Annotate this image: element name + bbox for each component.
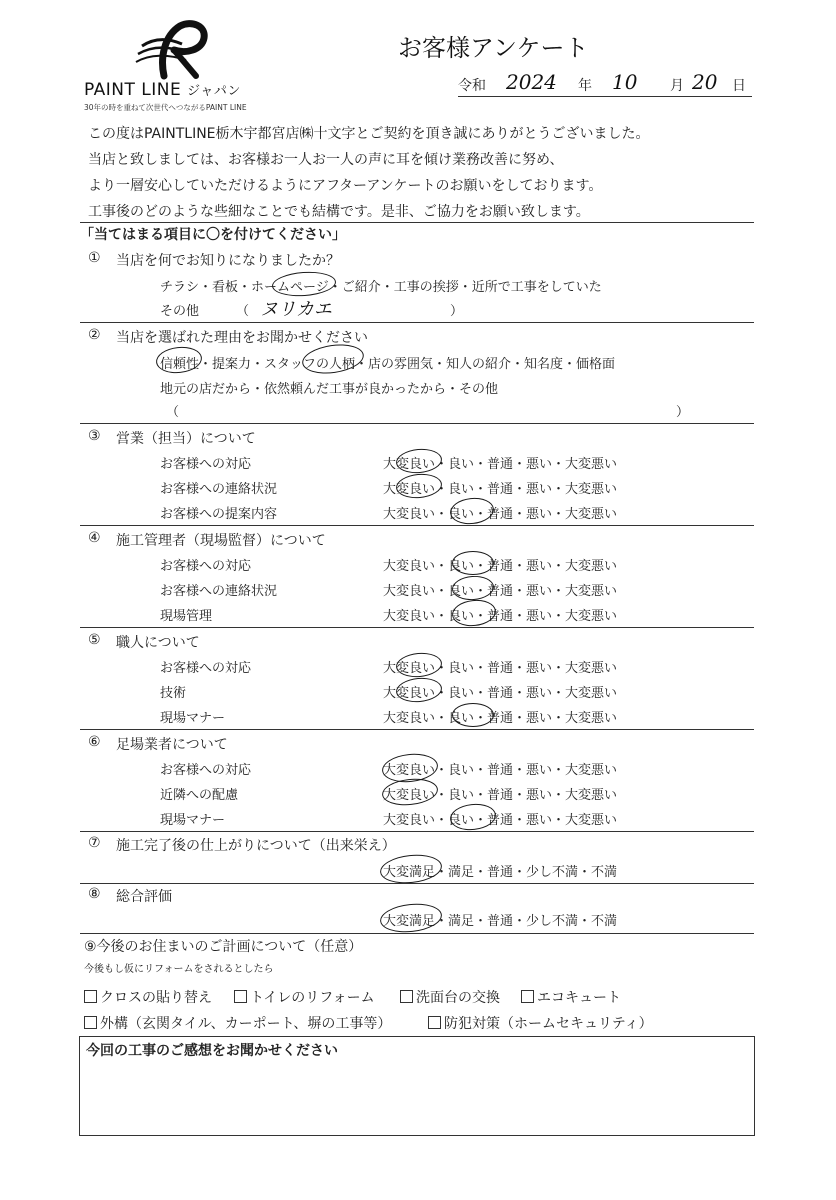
finish-scale: 大変満足・満足・普通・少し不満・不満 [383, 865, 618, 880]
date-month: 10 [612, 70, 638, 94]
check-item[interactable] [400, 987, 500, 1007]
selected-mark [452, 551, 494, 575]
rating-scale: 大変良い・良い・普通・悪い・大変悪い [383, 661, 618, 676]
rating-scale: 大変良い・良い・普通・悪い・大変悪い [383, 763, 618, 778]
q3-item-label: お客様への提案内容 [160, 507, 278, 522]
q3-item-label: お客様への連絡状況 [160, 482, 278, 497]
rating-scale: 大変良い・良い・普通・悪い・大変悪い [383, 559, 618, 574]
check-item[interactable] [234, 987, 375, 1007]
q4-number: ④ [88, 530, 101, 546]
check-label: 外構（玄関タイル、カーポート、塀の工事等） [100, 1016, 392, 1032]
divider [80, 729, 754, 730]
logo-mark-icon [134, 18, 210, 80]
q2-options-1: 信頼性・提案力・スタッフの人柄・店の雰囲気・知人の紹介・知名度・価格面 [160, 357, 616, 372]
q6-title: 足場業者について [116, 737, 228, 753]
q3-number: ③ [88, 428, 101, 444]
check-item[interactable] [428, 1013, 653, 1033]
intro-line: 工事後のどのような些細なことでも結構です。是非、ご協力をお願い致します。 [88, 204, 590, 220]
intro-line: この度はPAINTLINE栃木宇都宮店㈱十文字とご契約を頂き誠にありがとうございました。 [88, 126, 650, 142]
q8-title: 総合評価 [116, 889, 172, 905]
check-label: エコキュート [537, 990, 621, 1006]
rating-scale: 大変良い・良い・普通・悪い・大変悪い [383, 711, 618, 726]
divider [80, 831, 754, 832]
rating-scale: 大変良い・良い・普通・悪い・大変悪い [383, 813, 618, 828]
instruction: 「当てはまる項目に〇を付けてください」 [80, 227, 346, 243]
check-item[interactable] [521, 987, 621, 1007]
rating-scale: 大変良い・良い・普通・悪い・大変悪い [383, 584, 618, 599]
q1-title: 当店を何でお知りになりましたか？ [116, 253, 340, 269]
q8-number: ⑧ [88, 886, 101, 902]
logo-tagline: 30年の時を重ねて次世代へつながるPAINT LINE [84, 103, 247, 112]
date-year-label: 年 [578, 78, 592, 94]
divider [80, 627, 754, 628]
rating-scale: 大変良い・良い・普通・悪い・大変悪い [383, 507, 618, 522]
divider [80, 933, 754, 934]
checkbox-icon[interactable] [84, 990, 97, 1003]
q2-number: ② [88, 327, 101, 343]
comment-box[interactable] [79, 1036, 755, 1136]
q5-item-label: お客様への対応 [160, 661, 252, 676]
q5-item-label: 現場マナー [160, 711, 226, 726]
check-label: クロスの貼り替え [100, 990, 212, 1006]
date-year: 2024 [506, 70, 557, 94]
divider [80, 322, 754, 323]
q7-title: 施工完了後の仕上がりについて（出来栄え） [116, 838, 396, 854]
logo [80, 18, 270, 114]
q6-item-label: 現場マナー [160, 813, 226, 828]
q1-paren-open: （ [236, 304, 250, 319]
date-line [458, 70, 752, 97]
q5-item-label: 技術 [160, 686, 187, 701]
q1-number: ① [88, 250, 101, 266]
q1-other-label: その他 [160, 304, 200, 319]
logo-brand-jp: ジャパン [187, 84, 241, 99]
intro-line: より一層安心していただけるようにアフターアンケートのお願いをしております。 [88, 178, 603, 194]
date-era: 令和 [458, 78, 486, 94]
comment-label: 今回の工事のご感想をお聞かせください [86, 1043, 338, 1059]
q2-title: 当店を選ばれた理由をお聞かせください [116, 330, 368, 346]
rating-scale: 大変良い・良い・普通・悪い・大変悪い [383, 609, 618, 624]
check-item[interactable] [84, 1013, 391, 1033]
logo-brand: PAINT LINE [84, 80, 182, 100]
rating-scale: 大変良い・良い・普通・悪い・大変悪い [383, 457, 618, 472]
q6-item-label: 近隣への配慮 [160, 788, 239, 803]
checkbox-icon[interactable] [521, 990, 534, 1003]
selected-mark [452, 703, 494, 727]
rating-scale: 大変良い・良い・普通・悪い・大変悪い [383, 482, 618, 497]
divider [80, 423, 754, 424]
page-title: お客様アンケート [398, 34, 589, 62]
checkbox-icon[interactable] [428, 1016, 441, 1029]
q2-paren-close: ） [676, 405, 690, 420]
check-label: トイレのリフォーム [250, 990, 375, 1006]
finish-scale: 大変満足・満足・普通・少し不満・不満 [383, 914, 618, 929]
divider [80, 222, 754, 223]
checkbox-icon[interactable] [84, 1016, 97, 1029]
q3-title: 営業（担当）について [116, 431, 256, 447]
check-label: 洗面台の交換 [416, 990, 500, 1006]
q1-other-answer: ヌリカエ [260, 299, 332, 320]
q9-title: ⑨今後のお住まいのご計画について（任意） [84, 939, 363, 955]
checkbox-icon[interactable] [400, 990, 413, 1003]
date-day-label: 日 [732, 78, 746, 94]
selected-mark [381, 776, 439, 808]
q5-title: 職人について [116, 635, 200, 651]
q7-number: ⑦ [88, 835, 101, 851]
selected-mark [379, 852, 444, 886]
divider [80, 525, 754, 526]
check-item[interactable] [84, 987, 212, 1007]
selected-mark [379, 901, 444, 935]
q6-item-label: お客様への対応 [160, 763, 252, 778]
check-label: 防犯対策（ホームセキュリティ） [444, 1016, 653, 1032]
rating-scale: 大変良い・良い・普通・悪い・大変悪い [383, 686, 618, 701]
q4-item-label: 現場管理 [160, 609, 213, 624]
q2-options-2: 地元の店だから・依然頼んだ工事が良かったから・その他 [160, 382, 499, 397]
divider [80, 883, 754, 884]
q2-paren-open: （ [166, 405, 180, 420]
checkbox-icon[interactable] [234, 990, 247, 1003]
intro-line: 当店と致しましては、お客様お一人お一人の声に耳を傾け業務改善に努め、 [88, 152, 564, 168]
date-month-label: 月 [670, 78, 684, 94]
q3-item-label: お客様への対応 [160, 457, 252, 472]
q9-note: 今後もし仮にリフォームをされるとしたら [84, 964, 274, 975]
rating-scale: 大変良い・良い・普通・悪い・大変悪い [383, 788, 618, 803]
q6-number: ⑥ [88, 734, 101, 750]
q1-paren-close: ） [450, 304, 464, 319]
q4-item-label: お客様への連絡状況 [160, 584, 278, 599]
date-day: 20 [692, 70, 718, 94]
q4-title: 施工管理者（現場監督）について [116, 533, 326, 549]
q1-options: チラシ・看板・ホームページ・ご紹介・工事の挨拶・近所で工事をしていた [160, 280, 602, 295]
q5-number: ⑤ [88, 632, 101, 648]
q4-item-label: お客様への対応 [160, 559, 252, 574]
